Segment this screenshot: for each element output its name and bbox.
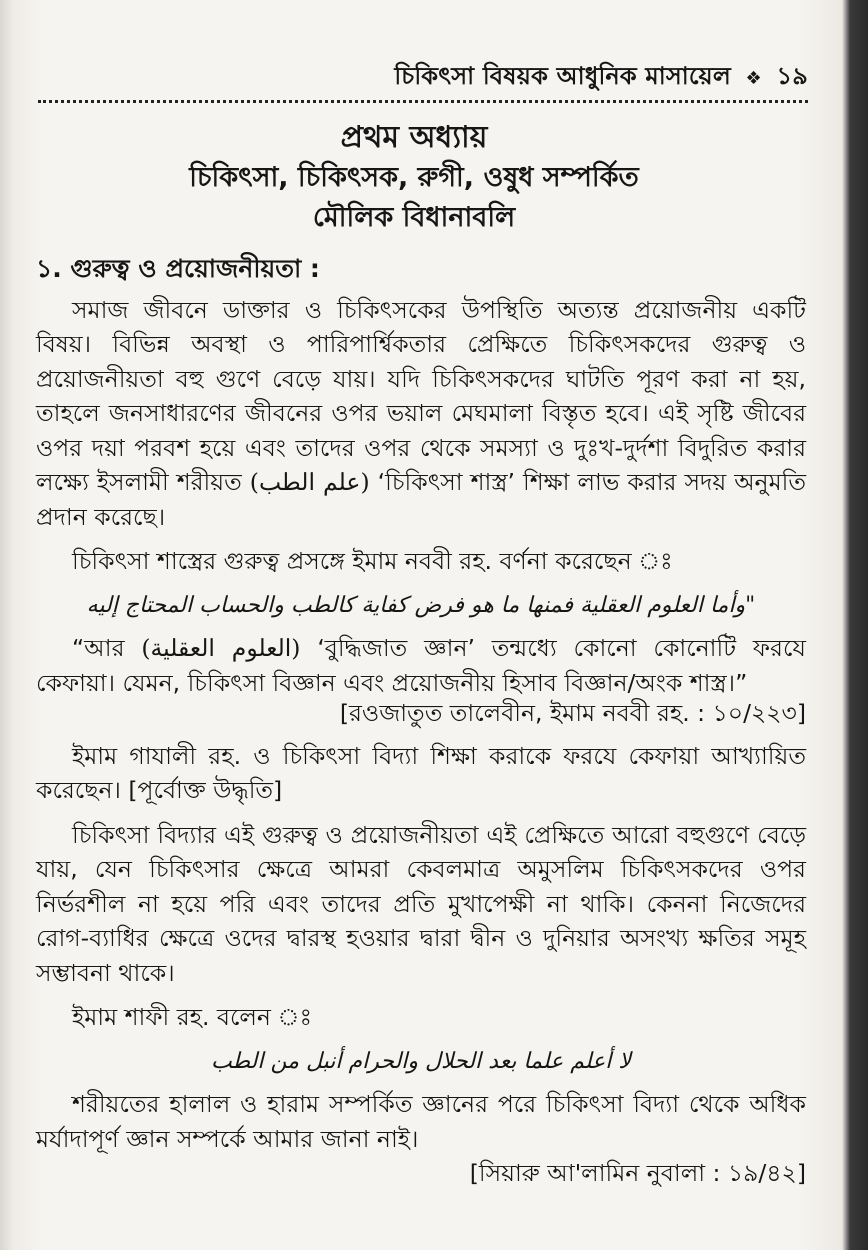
chapter-subtitle-line1: চিকিৎসা, চিকিৎসক, রুগী, ওষুধ সম্পর্কিত — [189, 162, 639, 193]
chapter-subtitle-line2: মৌলিক বিধানাবলি — [312, 202, 516, 233]
paragraph-3-arabic-term: (العلوم العقلية) — [141, 634, 301, 662]
paragraph-3 — [36, 631, 806, 700]
header-dotted-rule — [38, 100, 808, 103]
paragraph-7: শরীয়তের হালাল ও হারাম সম্পর্কিত জ্ঞানের পরে চিকিৎসা বিদ্যা থেকে অধিক মর্যাদাপূর্ণ জ্ঞান সম্পর্কে আমার জানা নাই। — [36, 1090, 806, 1153]
paragraph-1-arabic-term: (علم الطب) — [249, 468, 370, 496]
page-number: ১৯ — [776, 62, 808, 90]
page-body — [36, 252, 806, 1191]
paragraph-1-text-b: ‘চিকিৎসা শাস্ত্র’ শিক্ষা লাভ করার সদয় অনুমতি প্রদান করেছে। — [36, 468, 806, 531]
arabic-quote-1: "وأما العلوم العقلية فمنها ما هو فرض كفاية كالطب والحساب المحتاج إليه — [86, 592, 756, 618]
ornament-icon: ❖ — [745, 68, 762, 89]
paragraph-1 — [36, 293, 806, 535]
running-header — [40, 58, 808, 98]
paragraph-6: ইমাম শাফী রহ. বলেন ঃ — [72, 1003, 313, 1031]
section-heading: ১. গুরুত্ব ও প্রয়োজনীয়তা : — [36, 254, 320, 283]
paragraph-2: চিকিৎসা শাস্ত্রের গুরুত্ব প্রসঙ্গে ইমাম নববী রহ. বর্ণনা করেছেন ঃ — [72, 547, 673, 575]
paragraph-1-text-a: সমাজ জীবনে ডাক্তার ও চিকিৎসকের উপস্থিতি অত্যন্ত প্রয়োজনীয় একটি বিষয়। বিভিন্ন অবস্থা ও পারিপার্শ্বিকতার প্রেক্ষিতে চিকিৎসকদের গুরুত্ব ও প্রয়োজনীয়তা বহু গুণে বেড়ে যায়। যদি চিকিৎসকদের ঘাটতি পূরণ করা না হয়, তাহলে জনসাধারণের জীবনের ওপর ভয়াল মেঘমালা বিস্তৃত হবে। এই সৃষ্টি জীবের ওপর দয়া পরবশ হয়ে এবং তাদের ওপর থেকে সমস্যা ও দুঃখ-দুর্দশা বিদুরিত করার লক্ষ্যে ইসলামী শরীয়ত — [36, 295, 806, 496]
header-title: চিকিৎসা বিষয়ক আধুনিক মাসায়েল — [394, 62, 731, 90]
arabic-quote-2: لا أعلم علما بعد الحلال والحرام أنبل من الطب — [211, 1048, 631, 1074]
chapter-title: প্রথম অধ্যায় — [340, 120, 488, 155]
paragraph-4: ইমাম গাযালী রহ. ও চিকিৎসা বিদ্যা শিক্ষা করাকে ফরযে কেফায়া আখ্যায়িত করেছেন। [পূর্বোক্ত উদ্ধৃতি] — [36, 741, 806, 804]
paragraph-3-text-b: ‘বুদ্ধিজাত জ্ঞান’ তন্মধ্যে কোনো কোনোটি ফরযে কেফায়া। যেমন, চিকিৎসা বিজ্ঞান এবং প্রয়োজনীয় হিসাব বিজ্ঞান/অংক শাস্ত্র।” — [36, 634, 806, 697]
chapter-heading — [0, 118, 828, 238]
reference-2: [সিয়ারু আ'লামিন নুবালা : ১৯/৪২] — [469, 1159, 806, 1187]
paragraph-5: চিকিৎসা বিদ্যার এই গুরুত্ব ও প্রয়োজনীয়তা এই প্রেক্ষিতে আরো বহুগুণে বেড়ে যায়, যেন চিকিৎসার ক্ষেত্রে আমরা কেবলমাত্র অমুসলিম চিকিৎসকদের ওপর নির্ভরশীল না হয়ে পরি এবং তাদের প্রতি মুখাপেক্ষী না থাকি। কেননা নিজেদের রোগ-ব্যাধির ক্ষেত্রে ওদের দ্বারস্থ হওয়ার দ্বারা দ্বীন ও দুনিয়ার অসংখ্য ক্ষতির সমূহ সম্ভাবনা থাকে। — [36, 820, 806, 987]
reference-1: [রওজাতুত তালেবীন, ইমাম নববী রহ. : ১০/২২৩] — [339, 699, 806, 727]
paragraph-3-text-a: “আর — [72, 634, 125, 662]
